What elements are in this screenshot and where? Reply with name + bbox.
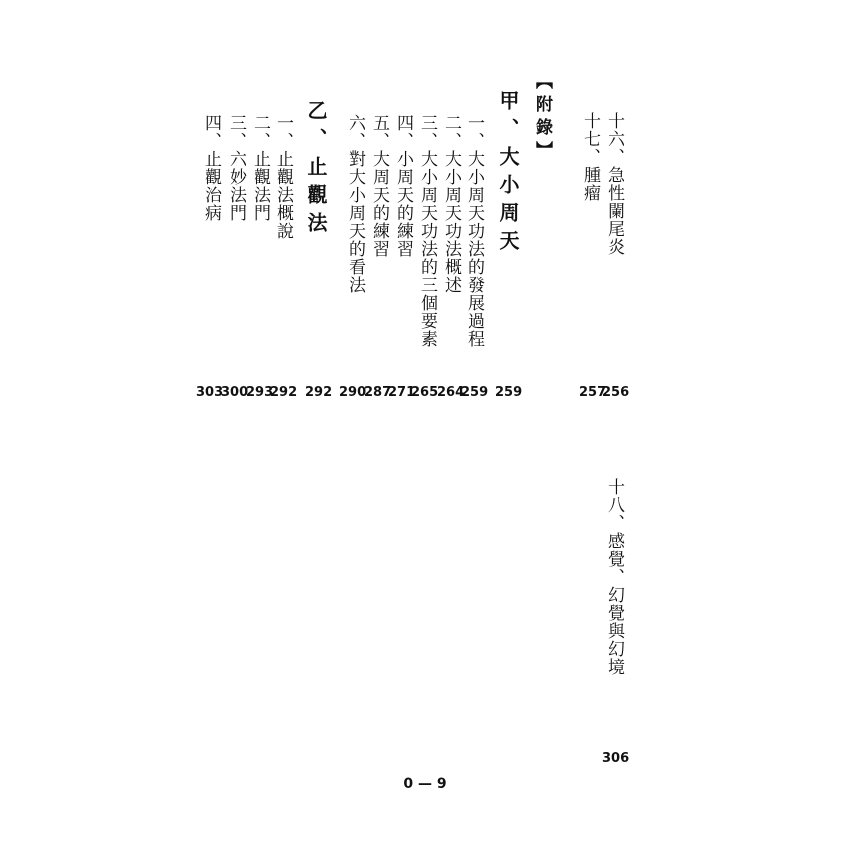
page-number: 259 (461, 385, 489, 400)
page-number: 257 (579, 385, 607, 400)
toc-entry (200, 114, 222, 359)
page-footer: 0 — 9 (403, 776, 447, 792)
entry-title: 四、止觀治病 (201, 114, 221, 222)
entry-title: 三、大小周天功法的三個要素 (417, 114, 437, 348)
page-number: 292 (270, 385, 298, 400)
page-number: 271 (388, 385, 416, 400)
toc-entry (603, 112, 625, 428)
toc-entry (344, 114, 366, 376)
toc-entry (440, 114, 462, 330)
section-heading (497, 90, 519, 338)
page-number: 256 (602, 385, 630, 400)
appendix-heading: 【附錄】 (532, 72, 552, 164)
page-number: 264 (437, 385, 465, 400)
entry-title: 十八、感覺、幻覺與幻境 (604, 478, 624, 676)
entry-title: 三、六妙法門 (226, 114, 246, 222)
toc-entry (603, 478, 625, 818)
entry-title: 十六、急性闌尾炎 (604, 112, 624, 256)
entry-title: 五、大周天的練習 (369, 114, 389, 258)
page-number: 292 (305, 385, 333, 400)
entry-title: 六、對大小周天的看法 (345, 114, 365, 294)
section-title: 甲、大小周天 (496, 90, 520, 258)
page-number: 303 (196, 385, 224, 400)
entry-title: 一、止觀法概說 (273, 114, 293, 240)
entry-title: 二、止觀法門 (250, 114, 270, 222)
page-number: 293 (246, 385, 274, 400)
section-title: 乙、止觀法 (304, 100, 328, 240)
page-number: 290 (339, 385, 367, 400)
page-number: 265 (411, 385, 439, 400)
page-number: 306 (602, 751, 630, 766)
toc-entry (463, 114, 485, 350)
entry-title: 二、大小周天功法概述 (441, 114, 461, 294)
page-number: 300 (221, 385, 249, 400)
toc-entry (249, 114, 271, 359)
toc-entry (225, 114, 247, 359)
toc-entry (272, 114, 294, 377)
page-number: 259 (495, 385, 523, 400)
toc-entry (416, 114, 438, 350)
toc-entry (392, 114, 414, 372)
section-heading (305, 100, 327, 362)
toc-entry (368, 114, 390, 372)
page-number: 287 (364, 385, 392, 400)
entry-title: 四、小周天的練習 (393, 114, 413, 258)
entry-title: 十七、腫瘤 (580, 112, 600, 202)
toc-entry (579, 112, 601, 419)
entry-title: 一、大小周天功法的發展過程 (464, 114, 484, 348)
